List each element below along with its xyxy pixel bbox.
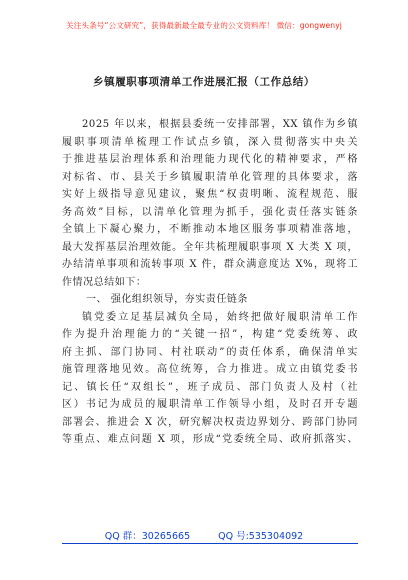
- section-heading: 一、 强化组织领导，夯实责任链条: [86, 294, 248, 305]
- paragraph-line: 作情况总结如下：: [62, 276, 147, 288]
- paragraph-line: 实好上级指导意见建议，聚焦“权责明晰、流程规范、服: [62, 189, 358, 200]
- qq-number-text: QQ 号:535304092: [218, 531, 304, 542]
- paragraph-line: 施管理落地见效。高位统筹，合力推进。成立由镇党委书: [62, 364, 358, 375]
- footer-divider: [62, 543, 358, 544]
- paragraph-section-1: [62, 309, 358, 449]
- paragraph-line: 府主抓、部门协同、村社联动”的责任体系，确保清单实: [62, 346, 358, 358]
- paragraph-line: 镇党委立足基层减负全局，始终把做好履职清单工作: [82, 311, 358, 323]
- paragraph-line: 等重点、难点问题 X 项，形成“党委统全局、政府抓落实、: [62, 434, 358, 445]
- paragraph-line: 履职事项清单梳理工作试点乡镇，深入贯彻落实中央关: [62, 136, 358, 148]
- paragraph-line: 部署会、推进会 X 次，研究解决权责边界划分、跨部门协同: [62, 416, 358, 428]
- paragraph-line: 于推进基层治理体系和治理能力现代化的精神要求，严格: [62, 154, 358, 165]
- paragraph-line: 务高效”目标，以清单化管理为抓手，强化责任落实链条: [62, 206, 358, 218]
- paragraph-line: 最大发挥基层治理效能。全年共梳理履职事项 X 大类 X 项，: [62, 241, 358, 253]
- paragraph-line: 区）书记为成员的履职清单工作领导小组，及时召开专题: [62, 399, 358, 410]
- page-footer: [0, 528, 408, 542]
- paragraph-line: 全镇上下凝心聚力，不断推动本地区服务事项精准落地，: [62, 224, 358, 235]
- paragraph-line: 对标省、市、县关于乡镇履职清单化管理的具体要求，落: [62, 171, 358, 183]
- paragraph-line: 办结清单事项和流转事项 X 件，群众满意度达 X%，现将工: [62, 259, 358, 270]
- paragraph-intro: [62, 116, 358, 291]
- paragraph-line: 2025 年以来，根据县委统一安排部署，XX 镇作为乡镇: [82, 119, 358, 130]
- qq-group-text: QQ 群：30265665: [104, 531, 191, 542]
- document-title: 乡镇履职事项清单工作进展汇报（工作总结）: [93, 76, 315, 88]
- document-body: [62, 116, 358, 449]
- paragraph-line: 作为提升治理能力的“关键一招”，构建“党委统筹、政: [62, 329, 358, 340]
- promo-banner: 关注头条号“公文研究”，获得最新最全最专业的公文资料库！ 微信：gongwenyj: [66, 21, 342, 30]
- paragraph-line: 记、镇长任“双组长”，班子成员、部门负责人及村（社: [62, 381, 358, 393]
